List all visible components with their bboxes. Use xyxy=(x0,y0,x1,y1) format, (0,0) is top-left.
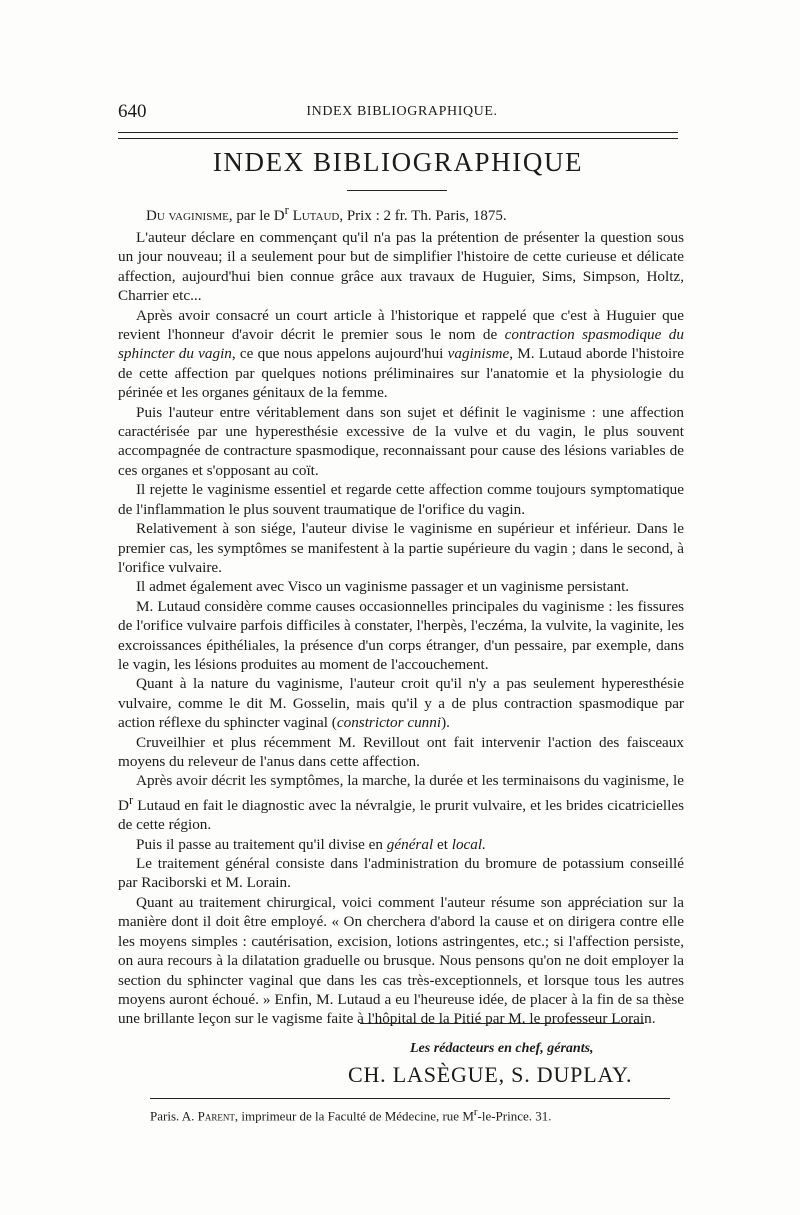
page-number: 640 xyxy=(118,101,147,122)
signature-rule xyxy=(360,1023,644,1024)
p2-text-a: Après avoir consacré un court article à l'historique et rappelé que c'est à Huguier que revient l'honneur d'avoir décrit le premier sous le nom de xyxy=(118,306,684,344)
paragraph-3: Puis l'auteur entre véritablement dans son sujet et définit le vaginisme : une affection caractérisée par une hyperesthésie excessive de la vulve et du vagin, le plus souvent accompagnée de contracture spasmodique, reconnaissant pour cause des lésions variables de ces organes et s'opposant au coït. xyxy=(118,403,684,479)
paragraph-12: Le traitement général consiste dans l'administration du bromure de potassium conseillé par Raciborski et M. Lorain. xyxy=(118,855,684,892)
header-rule-top xyxy=(118,132,678,133)
paragraph-11 xyxy=(118,835,684,854)
running-title: INDEX BIBLIOGRAPHIQUE. xyxy=(306,104,498,119)
p8-text-b: ). xyxy=(441,714,450,732)
p10-sup: r xyxy=(128,792,134,807)
p10-text-b: Lutaud en fait le diagnostic avec la névralgie, le prurit vulvaire, et les brides cicatricielles de cette région. xyxy=(118,796,684,834)
citation-line xyxy=(146,203,678,225)
review-body xyxy=(118,228,684,1029)
footer-rule xyxy=(150,1098,670,1099)
p2-text-b: , ce que nous appelons aujourd'hui xyxy=(231,345,448,363)
printer-sup: r xyxy=(473,1106,478,1118)
paragraph-9: Cruveilhier et plus récemment M. Revillout ont fait intervenir l'action des faisceaux moyens du releveur de l'anus dans cette affection. xyxy=(118,733,684,770)
paragraph-6: Il admet également avec Visco un vaginisme passager et un vaginisme persistant. xyxy=(136,578,630,596)
paragraph-8 xyxy=(118,674,684,732)
printer-text-b: , imprimeur de la Faculté de Médecine, rue M xyxy=(234,1108,474,1124)
running-header xyxy=(118,101,686,125)
p11-text-a: Puis il passe au traitement qu'il divise en xyxy=(136,835,387,853)
p11-text-b: et xyxy=(433,835,452,853)
section-title: INDEX BIBLIOGRAPHIQUE xyxy=(212,147,584,177)
p11-italic-2: local. xyxy=(451,835,486,853)
p11-italic-1: général xyxy=(386,835,434,853)
title-rule xyxy=(347,190,447,191)
paragraph-13: Quant au traitement chirurgical, voici comment l'auteur résume son appréciation sur la manière dont il doit être employé. « On cherchera d'abord la cause et on dirigera contre elle les moyens simples : cautérisation, excision, lotions astringentes, etc.; si l'affection persiste, on aura recours à la dilatation graduelle ou brusque. Nous pensons qu'on ne doit employer la section du sphincter vaginal que dans les cas très-exceptionnels, et lorsque tous les autres moyens auront échoué. » Enfin, M. Lutaud a eu l'heureuse idée, de placer à la fin de sa thèse une brillante leçon sur le vagisme faite à l'hôpital de la Pitié par M. le professeur Lorain. xyxy=(118,893,684,1028)
editors-label: Les rédacteurs en chef, gérants, xyxy=(410,1041,594,1056)
p2-italic-1: contraction spasmodique du sphincter du vagin xyxy=(118,326,684,363)
header-rule-bottom xyxy=(118,138,678,139)
p8-italic: constrictor cunni xyxy=(336,714,442,732)
printer-name: Parent xyxy=(197,1108,235,1124)
p2-text-c: , M. Lutaud aborde l'histoire de cette affection par quelques notions préliminaires sur l'anatomie et la physiologie du périnée et les organes génitaux de la femme. xyxy=(118,345,685,402)
paragraph-5: Relativement à son siége, l'auteur divise le vaginisme en supérieur et inférieur. Dans le premier cas, les symptômes se manifestent à la partie supérieure du vagin ; dans le second, à l'orifice vulvaire. xyxy=(118,520,684,576)
printer-text-c: -le-Prince. 31. xyxy=(477,1108,552,1124)
paragraph-7: M. Lutaud considère comme causes occasionnelles principales du vaginisme : les fissures de l'orifice vulvaire parfois difficiles à constater, l'herpès, l'eczéma, la vulvite, la vaginite, les excroissances épithéliales, la présence d'un corps étranger, d'un pessaire, par exemple, dans le vagin, les lésions produites au moment de l'accouchement. xyxy=(118,597,684,673)
p8-text-a: Quant à la nature du vaginisme, l'auteur croit qu'il n'y a pas seulement hyperesthésie vulvaire, comme le dit M. Gosselin, mais qu'il y a de plus contraction spasmodique par action réflexe du sphincter vaginal ( xyxy=(118,675,684,732)
citation-doctor-sup: r xyxy=(284,203,289,217)
p2-italic-2: vaginisme xyxy=(447,345,510,363)
paragraph-2 xyxy=(118,306,684,403)
citation-sep: , par le D xyxy=(228,208,285,224)
paragraph-4: Il rejette le vaginisme essentiel et regarde cette affection comme toujours symptomatique de l'inflammation le plus souvent traumatique de l'orifice du vagin. xyxy=(118,481,684,518)
citation-rest: , Prix : 2 fr. Th. Paris, 1875. xyxy=(339,208,507,224)
printer-text-a: Paris. A. xyxy=(150,1108,198,1124)
citation-title: Du vaginisme xyxy=(146,208,229,224)
paragraph-1: L'auteur déclare en commençant qu'il n'a pas la prétention de présenter la question sous un jour nouveau; il a seulement pour but de simplifier l'histoire de cette curieuse et délicate affection, aujourd'hui bien connue grâce aux travaux de Huguier, Sims, Simpson, Holtz, Charrier etc... xyxy=(118,229,684,305)
printer-imprint xyxy=(150,1106,552,1124)
p10-text-a: Après avoir décrit les symptômes, la marche, la durée et les terminaisons du vaginisme, le D xyxy=(118,772,684,814)
citation-author: Lutaud xyxy=(292,208,340,224)
paragraph-10 xyxy=(118,771,684,834)
editors-names: CH. LASÈGUE, S. DUPLAY. xyxy=(348,1062,633,1087)
